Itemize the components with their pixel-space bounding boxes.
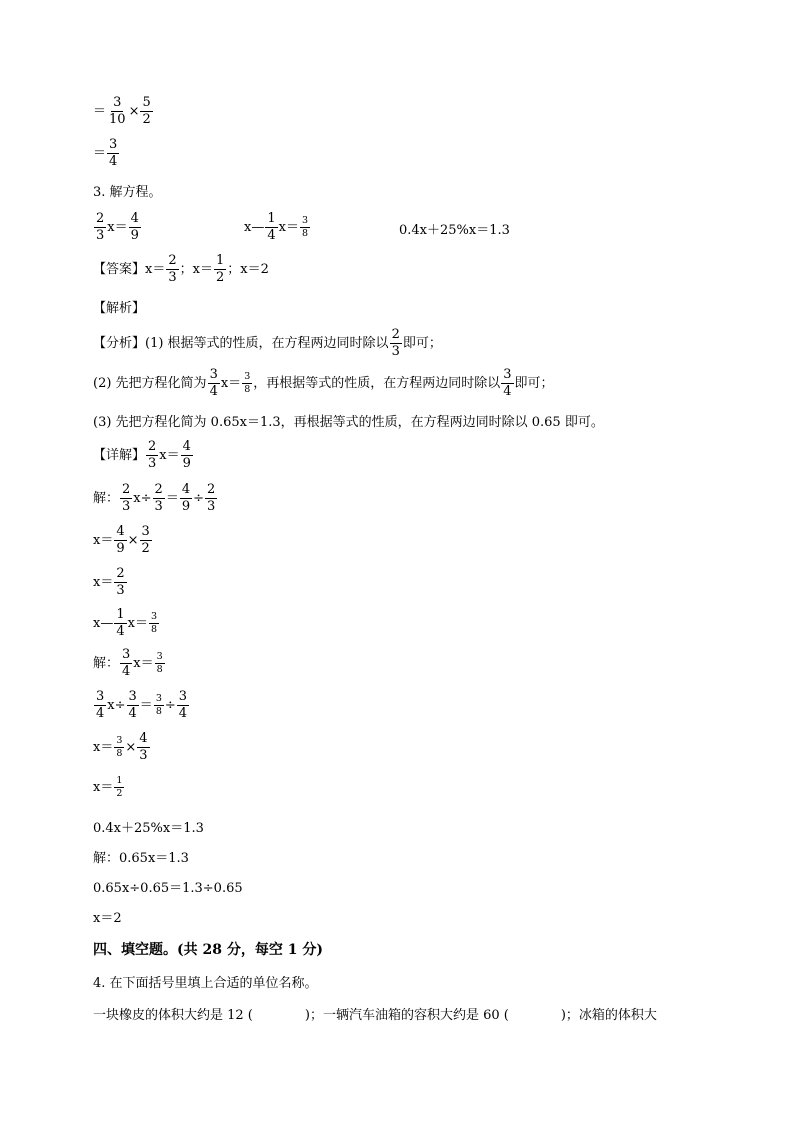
fraction: $\frac{2}{3}$	[391, 327, 400, 359]
fraction: $\frac{3}{4}$	[109, 137, 118, 169]
fraction: $\frac{3}{8}$	[301, 214, 309, 239]
detail-13: x＝2	[93, 911, 122, 926]
fraction: $\frac{3}{8}$	[150, 610, 158, 635]
calc-line-2	[93, 138, 120, 168]
fraction: $\frac{4}{9}$	[181, 482, 191, 514]
fraction: $\frac{2}{3}$	[154, 482, 163, 514]
fraction: $\frac{3}{4}$	[503, 367, 512, 399]
fraction: $\frac{1}{2}$	[116, 775, 123, 799]
detail-1: 【详解】 $\frac{2}{3}$ x＝ $\frac{4}{9}$	[93, 439, 191, 471]
detail-6: 解： $\frac{3}{4}$ x＝ $\frac{3}{8}$	[93, 647, 163, 679]
detail-9: x＝ $\frac{1}{2}$	[93, 775, 123, 799]
fraction: $\frac{4}{9}$	[182, 439, 191, 471]
equals-sign: ＝	[93, 145, 107, 161]
fraction: $\frac{3}{8}$	[116, 734, 123, 759]
analysis-1: 【分析】(1) 根据等式的性质，在方程两边同时除以 $\frac{2}{3}$ 即可；	[93, 327, 442, 359]
detail-12: 0.65x÷0.65＝1.3÷0.65	[93, 881, 243, 896]
equation-2: x— $\frac{1}{4}$ x＝ $\frac{3}{8}$	[244, 211, 309, 243]
fraction: $\frac{3}{4}$	[128, 689, 137, 721]
fraction: $\frac{2}{3}$	[207, 482, 216, 514]
fraction: $\frac{2}{3}$	[122, 482, 131, 514]
jiexi-label: 【解析】	[93, 301, 146, 316]
fraction: $\frac{3}{4}$	[178, 689, 188, 721]
question-4-line: 一块橡皮的体积大约是 12 ( )；一辆汽车油箱的容积大约是 60 ( )；冰箱的体积大	[93, 1008, 657, 1023]
question-4-title: 4. 在下面括号里填上合适的单位名称。	[93, 976, 318, 991]
detail-10: 0.4x＋25%x＝1.3	[93, 821, 204, 836]
fraction: $\frac{3}{8}$	[155, 692, 162, 717]
analysis-3: (3) 先把方程化简为 0.65x＝1.3，再根据等式的性质，在方程两边同时除以 0.65 即可。	[93, 415, 604, 430]
times-sign: ×	[128, 103, 140, 119]
fraction: $\frac{3}{8}$	[156, 650, 163, 675]
fraction: $\frac{4}{9}$	[130, 211, 139, 243]
equation-1: $\frac{2}{3}$ x＝ $\frac{4}{9}$	[96, 211, 139, 243]
fraction: $\frac{3}{4}$	[209, 367, 218, 399]
fraction: $\frac{1}{4}$	[267, 211, 276, 243]
detail-3: x＝ $\frac{4}{9}$ × $\frac{3}{2}$	[93, 524, 150, 556]
fraction: $\frac{5}{2}$	[142, 95, 151, 127]
answer-line: 【答案】 x＝ $\frac{2}{3}$ ；x＝ $\frac{1}{2}$ ；x＝2	[93, 253, 269, 285]
detail-2: 解： $\frac{2}{3}$ x÷ $\frac{2}{3}$ ＝ $\frac{4}{9}$ ÷ $\frac{2}{3}$	[93, 482, 216, 514]
fraction: $\frac{4}{3}$	[139, 731, 148, 763]
fraction: $\frac{3}{8}$	[244, 370, 251, 395]
fraction: $\frac{2}{3}$	[96, 211, 105, 243]
fraction: $\frac{2}{3}$	[148, 439, 157, 471]
equation-3: 0.4x＋25%x＝1.3	[399, 223, 510, 238]
fraction: $\frac{3}{10}$	[109, 95, 126, 127]
section-4-title: 四、填空题。(共 28 分，每空 1 分)	[93, 942, 323, 958]
detail-7: $\frac{3}{4}$ x÷ $\frac{3}{4}$ ＝ $\frac{3}{8}$ ÷ $\frac{3}{4}$	[96, 689, 188, 721]
question-3-title: 3. 解方程。	[93, 185, 162, 200]
detail-8: x＝ $\frac{3}{8}$ × $\frac{4}{3}$	[93, 731, 148, 763]
fraction: $\frac{3}{4}$	[122, 647, 131, 679]
detail-5: x— $\frac{1}{4}$ x＝ $\frac{3}{8}$	[93, 607, 158, 639]
detail-11: 解：0.65x＝1.3	[93, 851, 189, 866]
detail-4: x＝ $\frac{2}{3}$	[93, 566, 125, 598]
fraction: $\frac{1}{4}$	[116, 607, 125, 639]
fraction: $\frac{2}{3}$	[168, 253, 177, 285]
fraction: $\frac{4}{9}$	[116, 524, 125, 556]
fraction: $\frac{1}{2}$	[215, 253, 225, 285]
calc-line-1	[93, 96, 154, 126]
equals-sign: ＝	[93, 103, 107, 119]
fraction: $\frac{3}{4}$	[96, 689, 105, 721]
fraction: $\frac{2}{3}$	[116, 566, 125, 598]
fraction: $\frac{3}{2}$	[141, 524, 150, 556]
analysis-2: (2) 先把方程化简为 $\frac{3}{4}$ x＝ $\frac{3}{8}$ ，再根据等式的性质，在方程两边同时除以 $\frac{3}{4}$ 即可；	[93, 367, 554, 399]
